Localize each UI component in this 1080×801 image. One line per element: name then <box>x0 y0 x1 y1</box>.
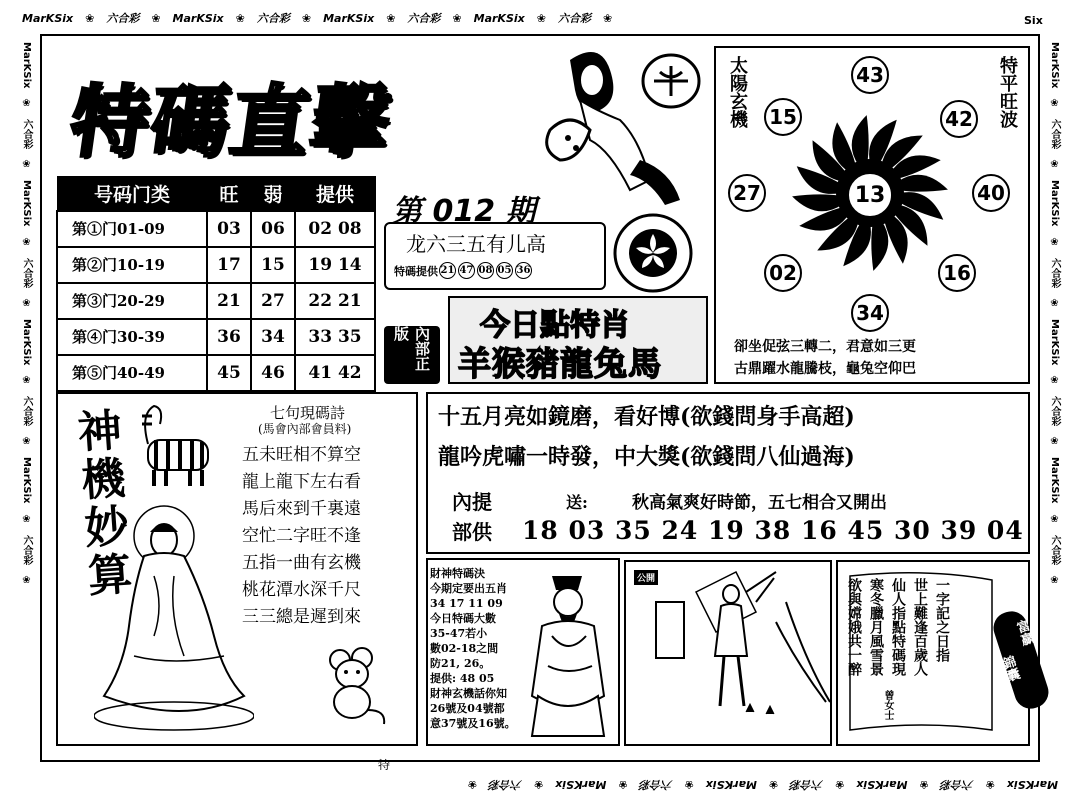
poem-right-col: 欲與嫦娥共一醉 <box>846 578 862 676</box>
flower-icon: ❀ <box>151 12 161 25</box>
border-mark: MarKSix <box>21 42 32 89</box>
border-mark: MarKSix <box>22 12 74 25</box>
table-cell: 17 <box>207 247 251 283</box>
scene-label: 公開 <box>634 570 658 585</box>
caishen-line: 今期定要出五肖 <box>430 582 507 595</box>
tema-number: 36 <box>515 262 532 279</box>
flower-icon: ❀ <box>1049 513 1060 525</box>
sun-number: 34 <box>851 294 889 332</box>
sun-ray <box>852 115 869 165</box>
tema-number: 47 <box>458 262 475 279</box>
table-cell: 第⑤门40-49 <box>57 355 207 391</box>
bottom-border-strip <box>0 764 1080 801</box>
sun-number: 43 <box>851 56 889 94</box>
border-mark: 六合彩 <box>940 778 974 791</box>
table-cell: 第②门10-19 <box>57 247 207 283</box>
flower-icon: ❀ <box>985 778 995 791</box>
bugong-label: 部供 <box>452 520 492 544</box>
hint-text: 龙六三五有儿高 <box>406 232 546 256</box>
table-row <box>57 319 375 355</box>
table-row <box>57 247 375 283</box>
caishen-line: 提供: 48 05 <box>430 672 495 685</box>
flower-icon: ❀ <box>85 12 95 25</box>
flower-icon: ❀ <box>768 778 779 791</box>
border-mark: MarKSix <box>172 12 224 25</box>
flower-icon: ❀ <box>21 98 32 110</box>
flower-icon: ❀ <box>452 12 462 25</box>
caishen-text <box>430 566 516 731</box>
caishen-line: 數02-18之間 <box>430 642 499 655</box>
sun-verse: 古鼎躍水龍騰枝，龜兔空仰巴 <box>734 361 916 377</box>
left-border-strip <box>12 36 34 764</box>
zebra-illustration <box>130 400 222 492</box>
border-mark: 六合彩 <box>1049 534 1060 565</box>
flower-icon: ❀ <box>467 778 478 791</box>
tema-number: 21 <box>439 262 456 279</box>
border-mark: MarKSix <box>21 318 32 366</box>
table-cell: 34 <box>251 319 295 355</box>
border-mark: 六合彩 <box>106 12 140 25</box>
neiti-label: 內提 <box>452 490 492 514</box>
table-cell: 22 21 <box>295 283 375 319</box>
border-mark: 六合彩 <box>21 396 32 427</box>
table-cell: 41 42 <box>295 355 375 391</box>
tema-label: 特碼提供 <box>394 264 438 278</box>
table-cell: 第③门20-29 <box>57 283 207 319</box>
border-mark: 六合彩 <box>407 12 441 25</box>
poem-right-col: 世上難逢百歲人 <box>912 578 928 676</box>
flower-icon: ❀ <box>21 159 32 171</box>
caishen-illustration <box>522 566 616 742</box>
table-cell: 46 <box>251 355 295 391</box>
flower-icon: ❀ <box>835 778 845 791</box>
sun-number: 40 <box>972 174 1010 212</box>
poem-sign: 曾女士 <box>882 690 893 720</box>
flower-icon: ❀ <box>919 778 929 791</box>
sun-center-number: 13 <box>847 172 893 218</box>
mouse-illustration <box>318 646 390 726</box>
main-line: 十五月亮如鏡磨，看好博(欲錢問身手高超) <box>438 404 855 430</box>
border-mark: 六合彩 <box>790 778 824 791</box>
table-cell: 第④门30-39 <box>57 319 207 355</box>
caishen-line: 意37號及16號。 <box>430 717 516 730</box>
table-cell: 06 <box>251 211 295 247</box>
flower-icon: ❀ <box>21 375 32 387</box>
border-mark: MarKSix <box>323 12 375 25</box>
sun-ray <box>898 175 948 192</box>
bottom-mark: 特 <box>378 758 391 772</box>
caishen-line: 今日特碼大數 <box>430 612 496 625</box>
border-mark: 六合彩 <box>1049 396 1060 427</box>
flower-icon: ❀ <box>21 436 32 448</box>
border-mark: MarKSix <box>856 778 908 791</box>
tag-top: 富贏 <box>1012 618 1035 648</box>
bauhinia-emblem-icon <box>612 212 694 294</box>
table-header-row <box>57 177 375 211</box>
border-mark: 六合彩 <box>256 12 290 25</box>
poem-title: 七句現碼詩 <box>270 404 346 422</box>
corner-label: Six <box>1024 14 1043 27</box>
sun-right-title: 特平旺波 <box>997 56 1018 128</box>
guanyin-illustration <box>94 496 254 736</box>
table-cell: 21 <box>207 283 251 319</box>
table-cell: 36 <box>207 319 251 355</box>
border-mark: 六合彩 <box>489 778 523 791</box>
page-title: 特碼直擊 <box>64 77 398 168</box>
sun-number: 15 <box>764 98 802 136</box>
top-border-strip <box>0 0 1080 36</box>
tema-number: 08 <box>477 262 494 279</box>
border-mark: 六合彩 <box>557 12 591 25</box>
number-table <box>56 176 376 392</box>
flower-icon: ❀ <box>618 778 628 791</box>
sun-number: 42 <box>940 100 978 138</box>
flower-icon: ❀ <box>1049 436 1060 448</box>
caishen-line: 防21, 26。 <box>430 657 491 670</box>
poem-right-col: 寒冬臘月風雪景 <box>868 578 884 676</box>
caishen-line: 財神玄機話你知 <box>430 687 507 700</box>
border-mark: MarKSix <box>1049 180 1060 227</box>
border-mark: 六合彩 <box>1049 119 1060 150</box>
border-mark: MarKSix <box>705 778 757 791</box>
poem-line: 空忙二字旺不逢 <box>242 526 361 546</box>
table-header: 号码门类 <box>57 177 207 211</box>
poem-line: 龍上龍下左右看 <box>242 472 361 492</box>
today-title: 今日點特肖 <box>480 308 630 343</box>
right-border-strip <box>1040 36 1062 764</box>
border-mark: MarKSix <box>1049 318 1060 366</box>
flower-icon: ❀ <box>1049 159 1060 171</box>
poem-line: 桃花潭水深千尺 <box>242 580 361 600</box>
border-mark: MarKSix <box>21 180 32 227</box>
sun-number: 16 <box>938 254 976 292</box>
coin-icon <box>640 52 702 110</box>
table-cell: 第①门01-09 <box>57 211 207 247</box>
poem-line: 五指一曲有玄機 <box>242 553 361 573</box>
flower-icon: ❀ <box>1049 297 1060 309</box>
poem-right-col: 一字記之日指 <box>934 578 950 662</box>
border-mark: 六合彩 <box>639 778 673 791</box>
poem-right-col: 仙人指點特碼現 <box>890 578 906 676</box>
border-mark: MarKSix <box>1006 778 1058 791</box>
sun-number: 27 <box>728 174 766 212</box>
flower-icon: ❀ <box>684 778 694 791</box>
table-row <box>57 355 375 391</box>
table-cell: 27 <box>251 283 295 319</box>
table-cell: 15 <box>251 247 295 283</box>
table-cell: 19 14 <box>295 247 375 283</box>
table-cell: 02 08 <box>295 211 375 247</box>
tema-number: 05 <box>496 262 513 279</box>
shenji-title: 神機妙算 <box>68 406 133 602</box>
border-mark: MarKSix <box>21 457 32 504</box>
flower-icon: ❀ <box>21 236 32 248</box>
flower-icon: ❀ <box>1049 574 1060 586</box>
flower-icon: ❀ <box>602 12 613 25</box>
today-zodiacs: 羊猴豬龍兔馬 <box>458 344 662 383</box>
flower-icon: ❀ <box>536 12 546 25</box>
table-header: 旺 <box>207 177 251 211</box>
caishen-line: 34 17 11 09 <box>430 597 503 610</box>
song-label: 送: <box>566 493 588 512</box>
flower-icon: ❀ <box>1049 236 1060 248</box>
tema-row <box>394 262 533 279</box>
border-mark: MarKSix <box>1049 42 1060 89</box>
sun-left-title: 太陽玄機 <box>727 56 748 128</box>
table-header: 弱 <box>251 177 295 211</box>
poem-line: 五未旺相不算空 <box>242 445 361 465</box>
main-line: 龍吟虎嘯一時發，中大獎(欲錢問八仙過海) <box>438 444 855 470</box>
sun-number: 02 <box>764 254 802 292</box>
table-cell: 33 35 <box>295 319 375 355</box>
flower-icon: ❀ <box>386 12 396 25</box>
flower-icon: ❀ <box>1049 98 1060 110</box>
flower-icon: ❀ <box>1049 375 1060 387</box>
poem-line: 馬后來到千裏遠 <box>242 499 361 519</box>
caishen-line: 35-47若小 <box>430 627 488 640</box>
scene-illustration <box>626 562 830 744</box>
neibu-label: 內部正版 <box>384 326 440 384</box>
border-mark: 六合彩 <box>21 534 32 565</box>
issue-number: 第 012 期 <box>392 194 536 229</box>
border-mark: MarKSix <box>555 778 607 791</box>
border-mark: 六合彩 <box>21 257 32 288</box>
table-header: 提供 <box>295 177 375 211</box>
caishen-line: 26號及04號都 <box>430 702 505 715</box>
poem-subtitle: (馬會內部會員料) <box>258 422 352 436</box>
table-cell: 03 <box>207 211 251 247</box>
sun-verse: 卻坐促弦三轉二，君意如三更 <box>734 339 916 355</box>
main-numbers: 18 03 35 24 19 38 16 45 30 39 04 <box>522 516 1024 545</box>
flower-icon: ❀ <box>301 12 312 25</box>
flower-icon: ❀ <box>21 297 32 309</box>
flower-icon: ❀ <box>235 12 245 25</box>
border-mark: MarKSix <box>473 12 525 25</box>
poem-list <box>242 442 361 631</box>
caishen-line: 財神特碼決 <box>430 567 485 580</box>
table-row <box>57 211 375 247</box>
poem-right-cols <box>846 578 950 708</box>
flower-icon: ❀ <box>21 574 32 586</box>
flower-icon: ❀ <box>21 513 32 525</box>
sun-ray <box>871 221 888 271</box>
sun-ray <box>792 194 842 211</box>
flower-icon: ❀ <box>534 778 544 791</box>
main-line: 秋高氣爽好時節，五七相合又開出 <box>632 493 887 513</box>
tag-bottom: 錦囊 <box>998 654 1021 684</box>
table-cell: 45 <box>207 355 251 391</box>
border-mark: MarKSix <box>1049 457 1060 504</box>
border-mark: 六合彩 <box>1049 257 1060 288</box>
table-row <box>57 283 375 319</box>
border-mark: 六合彩 <box>21 119 32 150</box>
poem-line: 三三總是遲到來 <box>242 607 361 627</box>
